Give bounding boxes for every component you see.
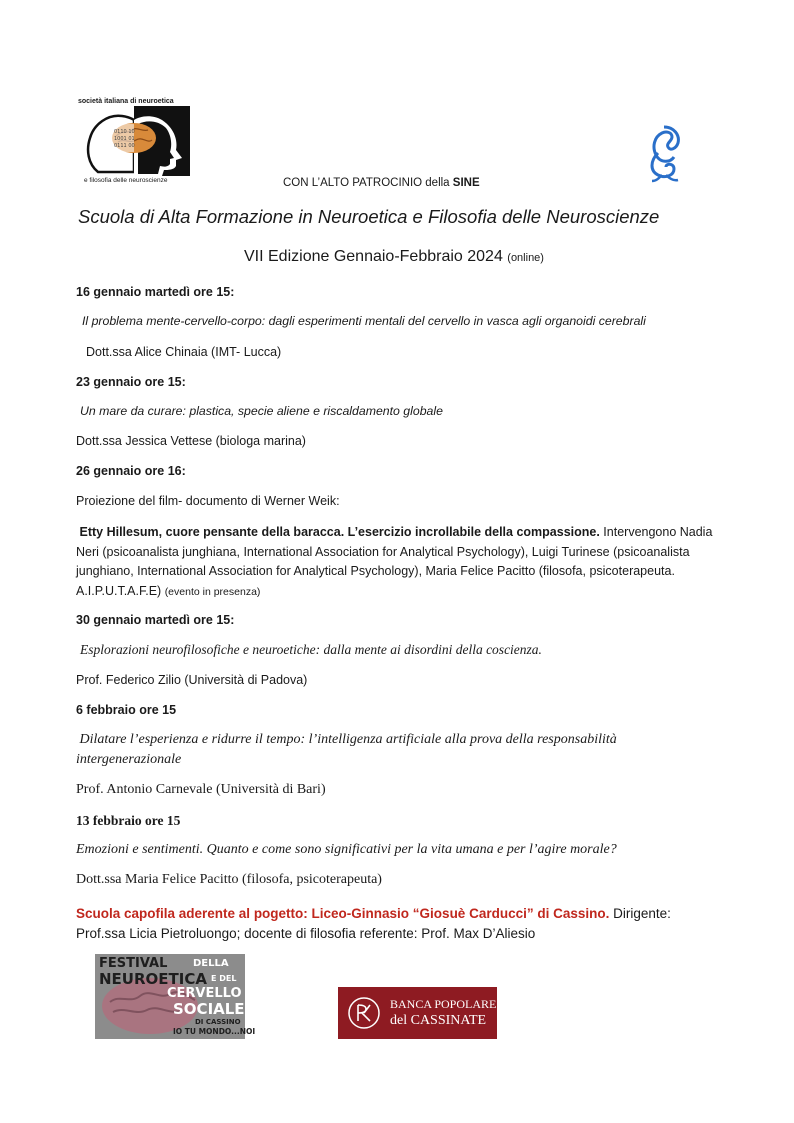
- svg-text:0110 10: 0110 10: [114, 129, 135, 135]
- school-title: Scuola di Alta Formazione in Neuroetica e Filosofia delle Neuroscienze: [78, 206, 660, 227]
- film-intro: Proiezione del film- documento di Werner Weik:: [76, 494, 340, 508]
- event-date: 16 gennaio martedì ore 15:: [76, 285, 235, 299]
- banca-line1: BANCA POPOLARE: [390, 997, 497, 1011]
- event-date: 30 gennaio martedì ore 15:: [76, 613, 235, 627]
- event-topic-text: Dilatare l’esperienza e ridurre il tempo: l’intelligenza artificiale alla prova della responsabilità intergenerazionale: [76, 732, 617, 767]
- patrocinio-prefix: CON L’ALTO PATROCINIO della: [283, 177, 453, 189]
- festival-word: CERVELLO: [167, 986, 242, 1001]
- film-note: (evento in presenza): [164, 585, 261, 598]
- bank-monogram-icon: [346, 995, 382, 1031]
- brain-heads-logo-icon: [78, 106, 190, 176]
- festival-word: E DEL: [211, 974, 237, 983]
- event-topic: Esplorazioni neurofilosofiche e neuroetiche: dalla mente ai disordini della coscienza.: [80, 642, 542, 657]
- festival-logo: [95, 954, 256, 1039]
- edition-text: VII Edizione Gennaio-Febbraio 2024: [244, 248, 508, 265]
- capofila-school-name: Scuola capofila aderente al pogetto: Liceo-Ginnasio “Giosuè Carducci” di Cassino.: [76, 906, 610, 921]
- event-speaker: Prof. Antonio Carnevale (Università di Bari): [76, 782, 326, 797]
- festival-word: FESTIVAL: [99, 956, 168, 971]
- patrocinio-line: [283, 177, 480, 189]
- event-date: 6 febbraio ore 15: [76, 703, 177, 717]
- festival-word: NEUROETICA: [99, 970, 207, 988]
- capofila-contacts: Dirigente: Prof.ssa Licia Pietroluongo; docente di filosofia referente: Prof. Max D’Aliesio: [76, 906, 671, 941]
- sine-logo: [78, 98, 190, 186]
- event-date: 26 gennaio ore 16:: [76, 464, 186, 478]
- emblem-logo: [640, 123, 688, 183]
- event-speaker: Dott.ssa Alice Chinaia (IMT- Lucca): [86, 345, 282, 359]
- capofila-school: [76, 904, 716, 944]
- event-date: 23 gennaio ore 15:: [76, 375, 186, 389]
- festival-word: DI CASSINO: [195, 1018, 241, 1026]
- patrocinio-org: SINE: [452, 177, 480, 189]
- edition-line: [244, 248, 544, 266]
- event-speaker: Dott.ssa Maria Felice Pacitto (filosofa, psicoterapeuta): [76, 872, 382, 887]
- event-topic: Il problema mente-cervello-corpo: dagli esperimenti mentali del cervello in vasca agli organoidi cerebrali: [82, 314, 646, 328]
- edition-mode: (online): [507, 252, 544, 264]
- event-topic: Un mare da curare: plastica, specie aliene e riscaldamento globale: [80, 404, 443, 418]
- festival-word: SOCIALE: [173, 1000, 245, 1018]
- spiral-emblem-icon: [640, 123, 688, 183]
- film-title: Etty Hillesum, cuore pensante della baracca. L’esercizio incrollabile della compassione.: [79, 525, 600, 539]
- banca-line2: del CASSINATE: [390, 1013, 487, 1028]
- film-description: [76, 523, 716, 602]
- sine-logo-bottom-text: e filosofia delle neuroscienze: [84, 177, 168, 184]
- event-date: 13 febbraio ore 15: [76, 813, 181, 828]
- banca-logo: [338, 987, 497, 1039]
- event-topic: [76, 730, 716, 770]
- festival-word: DELLA: [193, 958, 229, 969]
- event-speaker: Prof. Federico Zilio (Università di Padova): [76, 673, 308, 687]
- festival-word: IO TU MONDO...NOI: [173, 1027, 256, 1036]
- event-speaker: Dott.ssa Jessica Vettese (biologa marina): [76, 434, 306, 448]
- svg-text:1001 01: 1001 01: [114, 136, 135, 142]
- film-speakers: Intervengono Nadia Neri (psicoanalista junghiana, International Association for Analytical Psychology), Luigi Turinese (psicoanalista junghiano, International Association for Analytical Psychology), Maria Felice Pacitto (filosofa, psicoterapeuta. A.I.P.U.T.A.F.E): [76, 525, 713, 598]
- event-topic: Emozioni e sentimenti. Quanto e come sono significativi per la vita umana e per l’agire morale?: [76, 842, 617, 857]
- svg-text:0111 00: 0111 00: [114, 143, 135, 149]
- sine-logo-top-text: società italiana di neuroetica: [78, 98, 174, 105]
